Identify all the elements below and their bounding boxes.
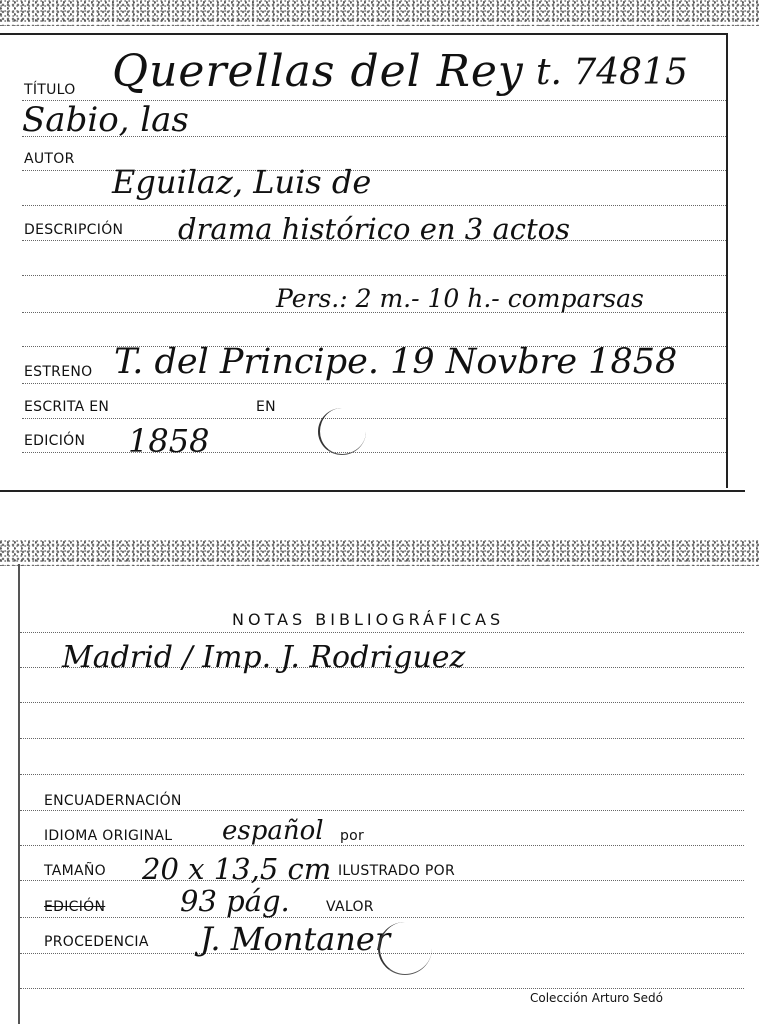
- tamano-value: 20 x 13,5 cm: [142, 852, 332, 886]
- descripcion-value: drama histórico en 3 actos: [178, 212, 570, 246]
- titulo-label: TÍTULO: [24, 82, 76, 98]
- ruled-line: [20, 738, 744, 739]
- catalog-card-back: [0, 540, 759, 1028]
- card-bottom-border: [0, 490, 745, 492]
- ruled-line: [20, 810, 744, 811]
- tamano-label: TAMAÑO: [44, 863, 106, 879]
- ruled-line: [22, 418, 726, 419]
- collection-name: Colección Arturo Sedó: [530, 991, 663, 1005]
- stamp-mark: [378, 922, 432, 975]
- estreno-value: T. del Principe. 19 Novbre 1858: [114, 342, 678, 382]
- ruled-line: [20, 845, 744, 846]
- valor-label: VALOR: [326, 899, 374, 915]
- autor-label: AUTOR: [24, 151, 75, 167]
- autor-value: Eguilaz, Luis de: [112, 163, 372, 201]
- notas-heading: NOTAS BIBLIOGRÁFICAS: [232, 610, 505, 629]
- card-top-border: [0, 33, 726, 35]
- descripcion-label: DESCRIPCIÓN: [24, 222, 124, 238]
- encuadernacion-label: ENCUADERNACIÓN: [44, 793, 182, 809]
- personajes-value: Pers.: 2 m.- 10 h.- comparsas: [276, 284, 644, 313]
- card-right-border: [726, 33, 728, 488]
- estreno-label: ESTRENO: [24, 364, 93, 380]
- ruled-line: [20, 917, 744, 918]
- ruled-line: [20, 702, 744, 703]
- idioma-original-value: español: [222, 816, 324, 846]
- card-edge-speckle: [0, 540, 759, 566]
- ruled-line: [20, 774, 744, 775]
- catalog-card-front: [0, 0, 759, 495]
- catalog-number: t. 74815: [536, 52, 688, 93]
- ruled-line: [20, 632, 744, 633]
- ruled-line: [20, 880, 744, 881]
- en-label: EN: [256, 399, 276, 415]
- card-edge-speckle: [0, 0, 759, 26]
- por-label: por: [340, 828, 365, 844]
- edicion-value: 93 pág.: [180, 884, 290, 918]
- stamp-mark: [318, 408, 366, 455]
- titulo-value-line2: Sabio, las: [22, 100, 189, 140]
- titulo-value-line1: Querellas del Rey: [112, 46, 524, 97]
- edicion-label: EDICIÓN: [44, 899, 106, 915]
- ruled-line: [22, 383, 726, 384]
- ruled-line: [22, 275, 726, 276]
- edicion-label: EDICIÓN: [24, 433, 86, 449]
- idioma-original-label: IDIOMA ORIGINAL: [44, 828, 173, 844]
- edicion-value: 1858: [128, 422, 210, 460]
- ruled-line: [20, 988, 744, 989]
- ilustrado-por-label: ILUSTRADO POR: [338, 863, 455, 879]
- procedencia-label: PROCEDENCIA: [44, 934, 149, 950]
- notas-value: Madrid / Imp. J. Rodriguez: [62, 640, 466, 675]
- escrita-en-label: ESCRITA EN: [24, 399, 110, 415]
- procedencia-value: J. Montaner: [200, 920, 391, 958]
- ruled-line: [22, 205, 726, 206]
- card-left-border: [18, 564, 20, 1024]
